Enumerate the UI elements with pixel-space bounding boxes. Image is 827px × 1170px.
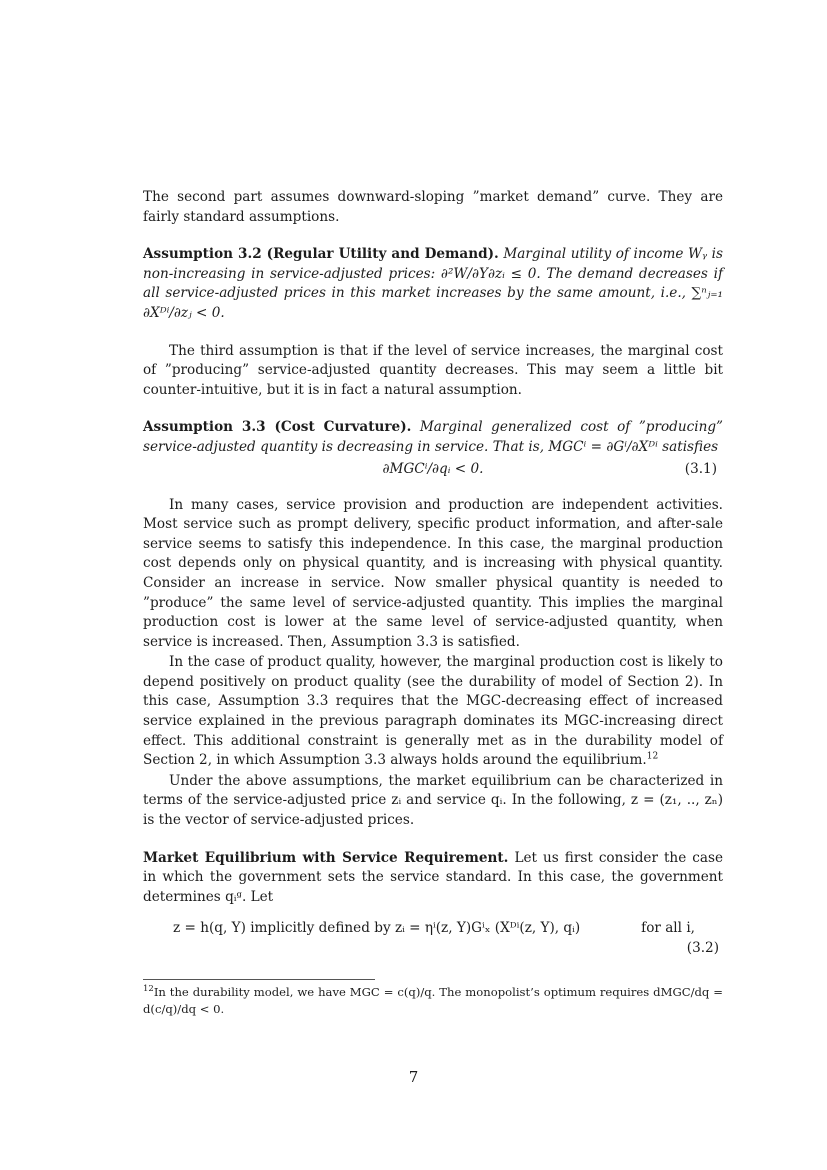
equation-3-2-number: (3.2)	[686, 940, 719, 957]
assumption-3-2	[143, 245, 723, 323]
footnote-12	[143, 984, 723, 1018]
page-number: 7	[408, 1068, 419, 1086]
footnote-mark: 12	[143, 984, 154, 995]
equation-3-1	[143, 460, 723, 482]
footnote-ref-12[interactable]: 12	[646, 751, 659, 762]
under-assumptions-paragraph: Under the above assumptions, the market equilibrium can be characterized in terms of the service-adjusted price zᵢ and service qᵢ. In the following, z = (z₁, .., zₙ) is the vector of service-adjusted prices.	[143, 772, 723, 829]
assumption-3-3	[143, 418, 723, 457]
footnote-text: In the durability model, we have MGC = c(q)/q. The monopolist’s optimum requires dMGC/dq = d(c/q)/dq < 0.	[143, 985, 723, 1017]
market-equilibrium-section	[143, 849, 723, 908]
equation-3-2	[143, 919, 723, 961]
page-body	[143, 188, 723, 1018]
independence-paragraph: In many cases, service provision and production are independent activities. Most service such as prompt delivery, specific product information, and after-sale service seems to satisfy this independence. In this case, the marginal production cost depends only on physical quantity, and is increasing with physical quantity. Consider an increase in service. Now smaller physical quantity is needed to ”produce” the same level of service-adjusted quantity. This implies the marginal production cost is lower at the same level of service-adjusted quantity, when service is increased. Then, Assumption 3.3 is satisfied.	[143, 496, 723, 650]
third-assumption-paragraph: The third assumption is that if the level of service increases, the marginal cost of ”producing” service-adjusted quantity decreases. This may seem a little bit counter-intuitive, but it is in fact a natural assumption.	[143, 342, 723, 398]
equation-3-2-body: z = h(q, Y) implicitly defined by zᵢ = ηⁱ(z, Y)Gⁱₓ (Xᴰⁱ(z, Y), qᵢ)	[173, 920, 581, 937]
equation-3-2-suffix: for all i,	[641, 920, 695, 937]
market-equilibrium-title: Market Equilibrium with Service Requirement.	[143, 849, 509, 866]
assumption-3-2-text: Marginal utility of income Wᵧ is non-increasing in service-adjusted prices: ∂²W/∂Y∂zᵢ ≤ 0. The demand decreases if all service-adjusted prices in this market increases by the same amount, i.e., ∑ⁿⱼ₌₁ ∂Xᴰⁱ/∂zⱼ < 0.	[143, 246, 723, 321]
assumption-3-3-title: Assumption 3.3 (Cost Curvature).	[143, 419, 412, 436]
intro-paragraph: The second part assumes downward-sloping ”market demand” curve. They are fairly standard assumptions.	[143, 189, 723, 225]
quality-paragraph-text: In the case of product quality, however, the marginal production cost is likely to depend positively on product quality (see the durability of model of Section 2). In this case, Assumption 3.3 requires that the MGC-decreasing effect of increased service explained in the previous paragraph dominates its MGC-increasing direct effect. This additional constraint is generally met as in the durability model of Section 2, in which Assumption 3.3 always holds around the equilibrium.	[143, 654, 723, 769]
footnote-divider	[143, 979, 375, 980]
equation-3-1-number: (3.1)	[684, 460, 717, 477]
assumption-3-2-title: Assumption 3.2 (Regular Utility and Demand).	[143, 246, 499, 263]
equation-3-1-body: ∂MGCⁱ/∂qᵢ < 0.	[382, 460, 484, 477]
quality-paragraph	[143, 653, 723, 771]
market-equilibrium-text: Let us first consider the case in which the government sets the service standard. In this case, the government determines qᵢᵍ. Let	[143, 849, 724, 905]
assumption-3-3-text: Marginal generalized cost of ”producing” service-adjusted quantity is decreasing in service. That is, MGCⁱ = ∂Gⁱ/∂Xᴰⁱ satisfies	[143, 419, 723, 455]
